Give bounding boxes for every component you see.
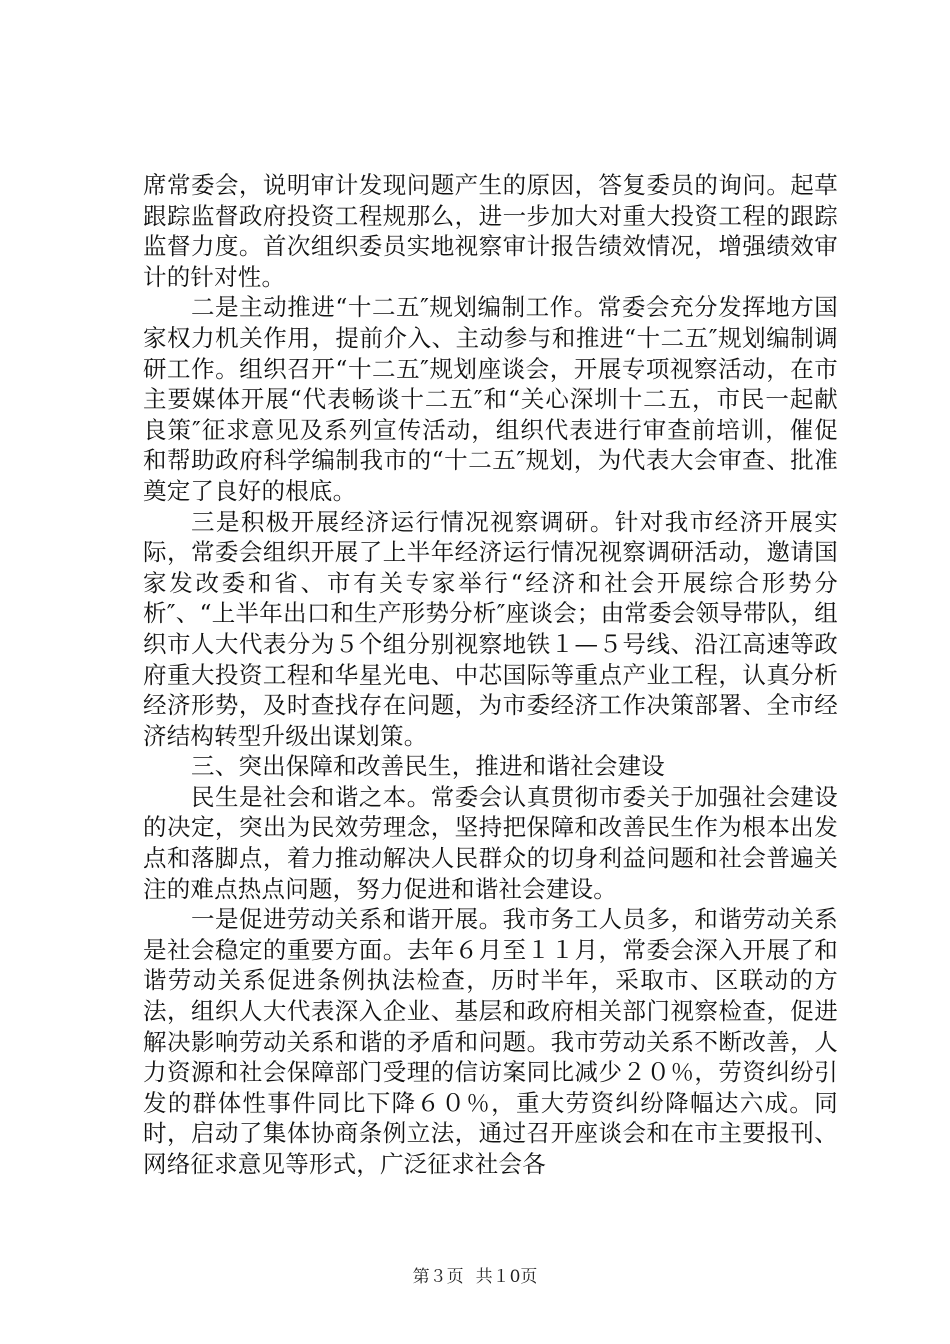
paragraph-audit-followup: 席常委会，说明审计发现问题产生的原因，答复委员的询问。起草跟踪监督政府投资工程规那么，进一步加大对重大投资工程的跟踪监督力度。首次组织委员实地视察审计报告绩效情况，增强绩效审计的针对性。 <box>143 171 838 291</box>
paragraph-livelihood-intro: 民生是社会和谐之本。常委会认真贯彻市委关于加强社会建设的决定，突出为民效劳理念，坚持把保障和改善民生作为根本出发点和落脚点，着力推动解决人民群众的切身利益问题和社会普遍关注的难点热点问题，努力促进和谐社会建设。 <box>143 782 838 903</box>
page-footer <box>0 1262 950 1287</box>
paragraph-labor-relations: 一是促进劳动关系和谐开展。我市务工人员多，和谐劳动关系是社会稳定的重要方面。去年６月至１１月，常委会深入开展了和谐劳动关系促进条例执法检查，历时半年，采取市、区联动的方法，组织人大代表深入企业、基层和政府相关部门视察检查，促进解决影响劳动关系和谐的矛盾和问题。我市劳动关系不断改善，人力资源和社会保障部门受理的信访案同比减少２０％，劳资纠纷引发的群体性事件同比下降６０％，重大劳资纠纷降幅达六成。同时，启动了集体协商条例立法，通过召开座谈会和在市主要报刊、网络征求意见等形式，广泛征求社会各 <box>143 905 838 1178</box>
section-heading-livelihood: 三、突出保障和改善民生，推进和谐社会建设 <box>191 752 665 781</box>
paragraph-economic-inspection: 三是积极开展经济运行情况视察调研。针对我市经济开展实际，常委会组织开展了上半年经济运行情况视察调研活动，邀请国家发改委和省、市有关专家举行“经济和社会开展综合形势分析″、“上半年出口和生产形势分析″座谈会；由常委会领导带队，组织市人大代表分为５个组分别视察地铁１—５号线、沿江高速等政府重大投资工程和华星光电、中芯国际等重点产业工程，认真分析经济形势，及时查找存在问题，为市委经济工作决策部署、全市经济结构转型升级出谋划策。 <box>143 507 838 750</box>
paragraph-five-year-plan: 二是主动推进“十二五″规划编制工作。常委会充分发挥地方国家权力机关作用，提前介入、主动参与和推进“十二五″规划编制调研工作。组织召开“十二五″规划座谈会，开展专项视察活动，在市主要媒体开展“代表畅谈十二五″和“关心深圳十二五，市民一起献良策″征求意见及系列宣传活动，组织代表进行审查前培训，催促和帮助政府科学编制我市的“十二五″规划，为代表大会审查、批准奠定了良好的根底。 <box>143 293 838 505</box>
document-body <box>143 170 838 1180</box>
page-total: 共１0页 <box>475 1267 538 1287</box>
page-number: 第３页 <box>412 1267 464 1287</box>
